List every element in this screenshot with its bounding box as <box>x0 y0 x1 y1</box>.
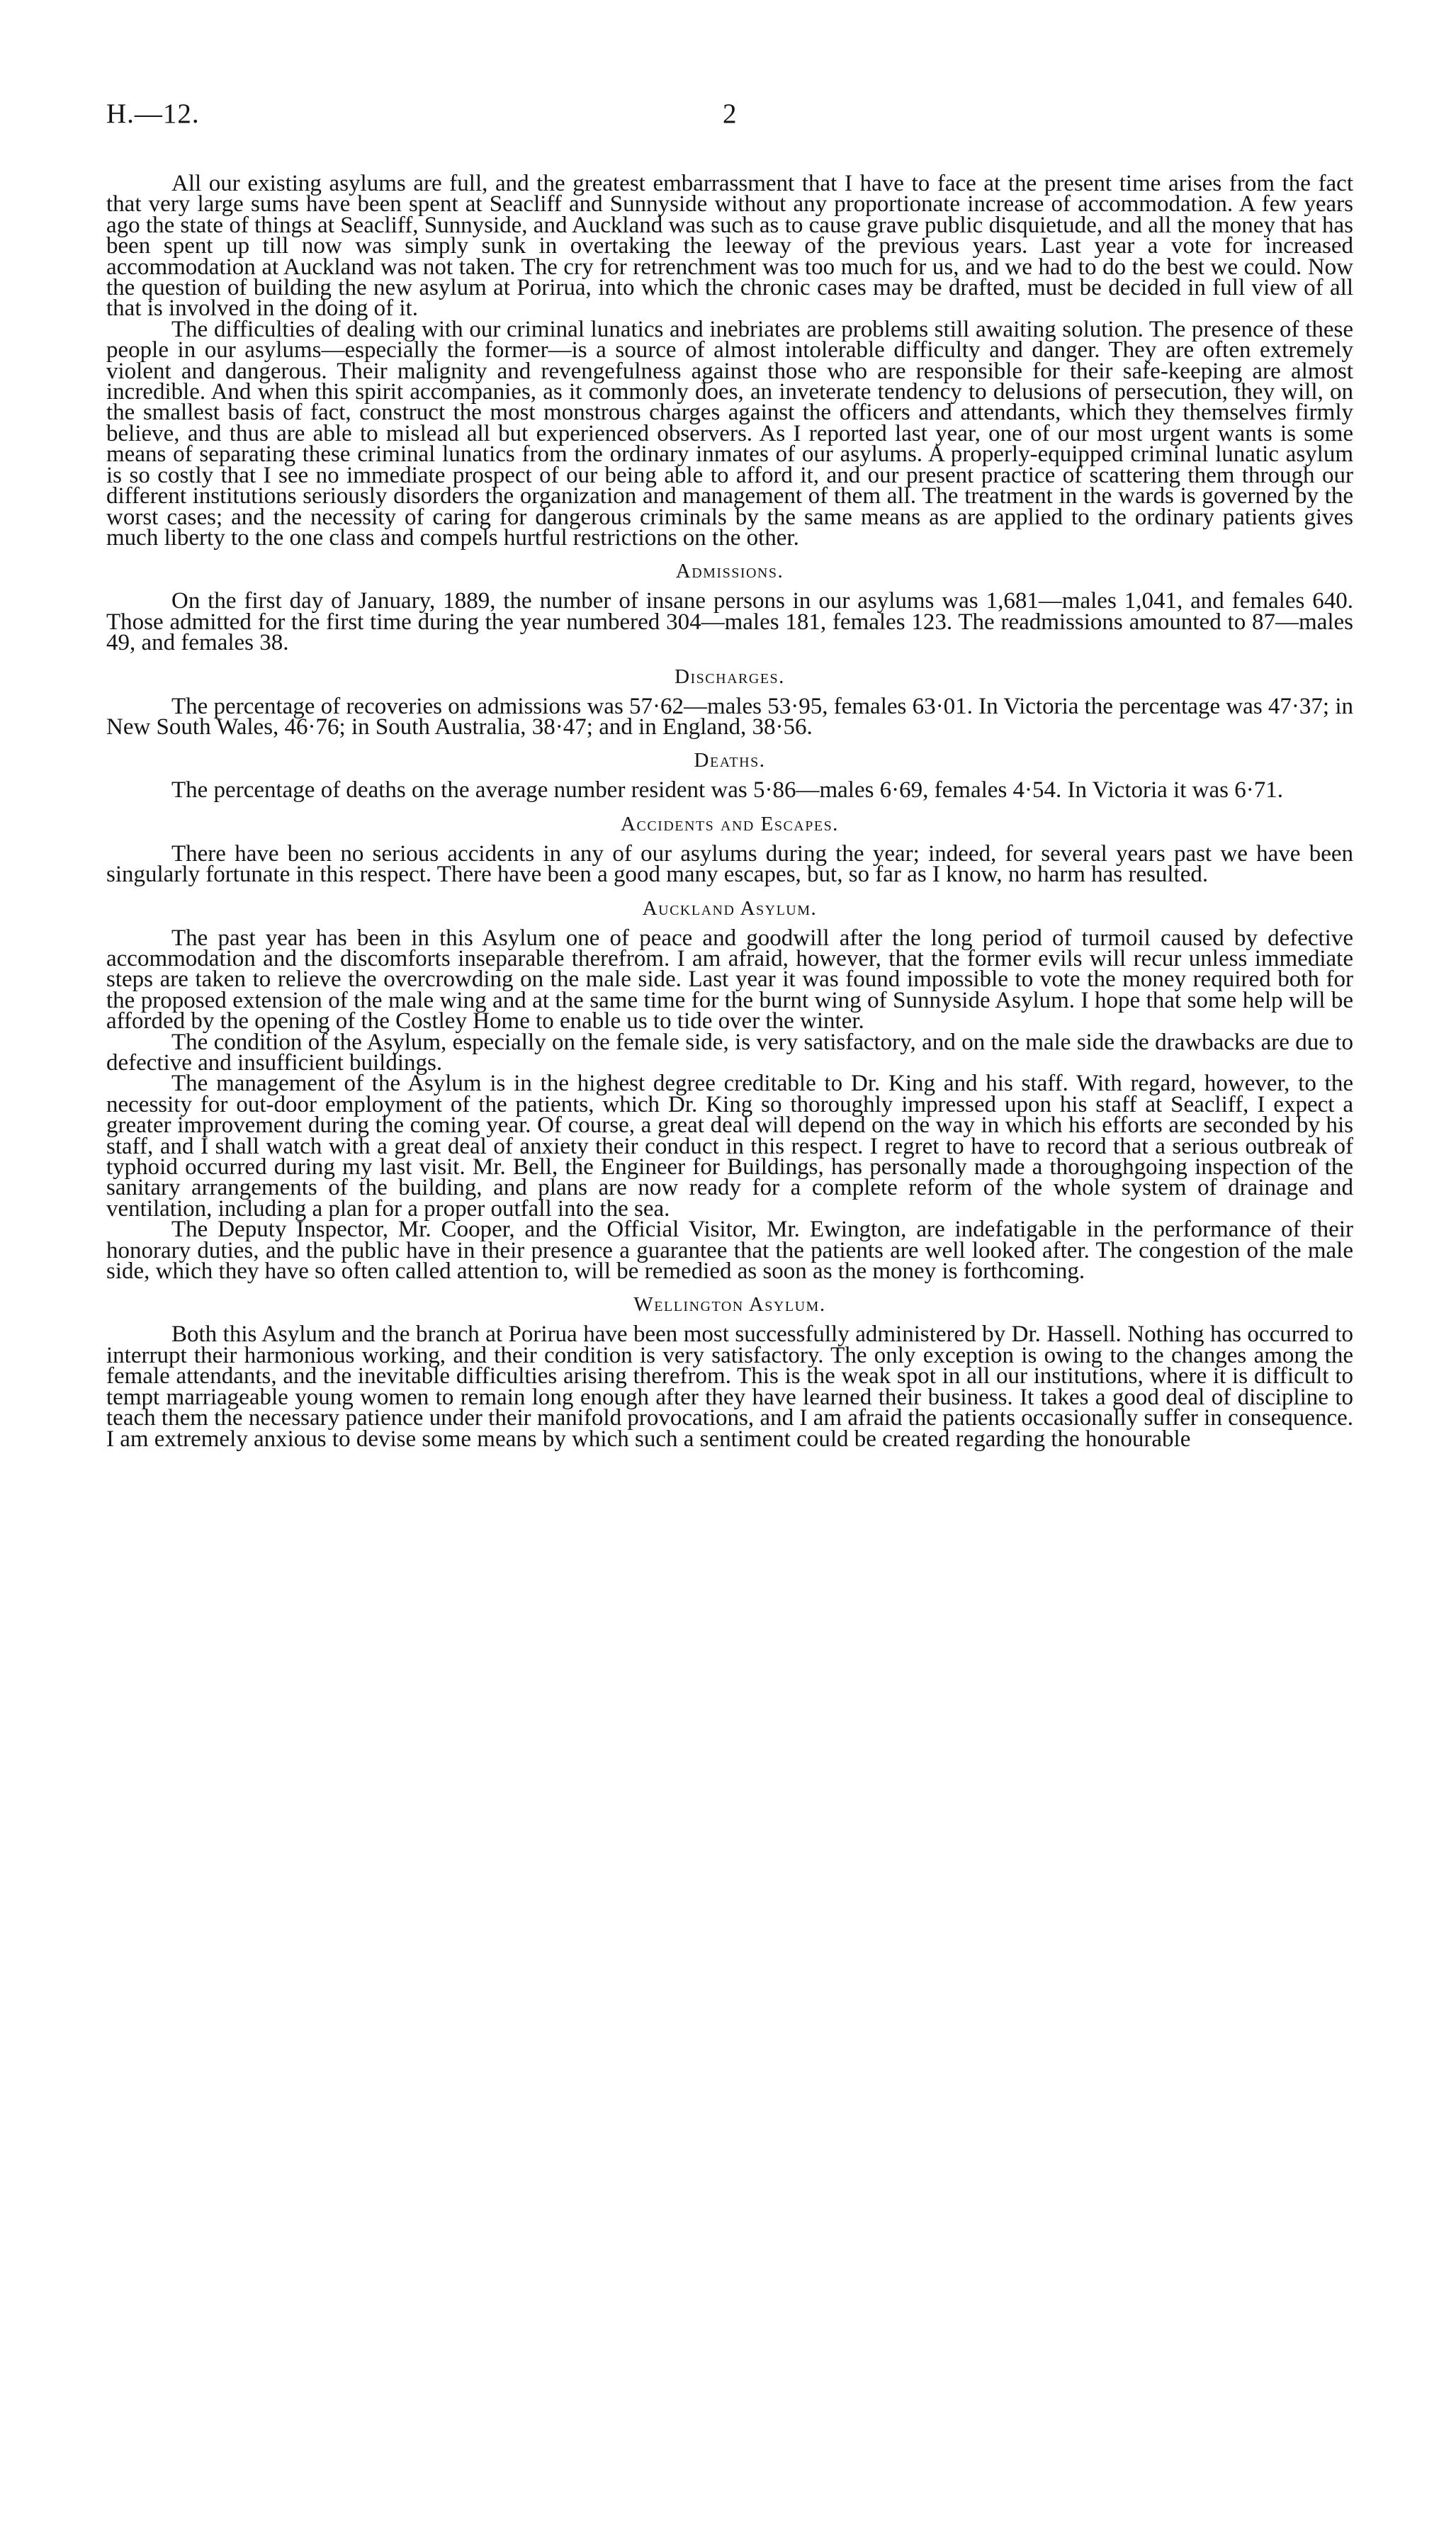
paragraph-admissions: On the first day of January, 1889, the number of insane persons in our asylums was 1,681—males 1,041, and females 640. Those admitted for the first time during the year numbered 304—males 181, females 123. The readmissions amounted to 87—males 49, and females 38. <box>106 588 1353 656</box>
paragraph-discharges: The percentage of recoveries on admissions was 57·62—males 53·95, females 63·01. In Victoria the percentage was 47·37; in New South Wales, 46·76; in South Australia, 38·47; and in England, 38·56. <box>106 693 1353 740</box>
heading-admissions: Admissions. <box>675 560 784 583</box>
page-number: 2 <box>723 98 737 129</box>
heading-deaths: Deaths. <box>694 749 766 772</box>
paragraph-auckland-management: The management of the Asylum is in the highest degree creditable to Dr. King and his staff. With regard, however, to the necessity for out-door employment of the patients, which Dr. King so thoroughly impressed upon his staff at Seacliff, I expect a greater improvement during the coming year. Of course, a great deal will depend on the way in which his efforts are seconded by his staff, and I shall watch with a great deal of anxiety their conduct in this respect. I regret to have to record that a serious outbreak of typhoid occurred during my last visit. Mr. Bell, the Engineer for Buildings, has personally made a thoroughgoing inspection of the sanitary arrangements of the building, and plans are now ready for a complete reform of the whole system of drainage and ventilation, including a plan for a proper outfall into the sea. <box>106 1071 1353 1222</box>
paragraph-existing-asylums: All our existing asylums are full, and the greatest embarrassment that I have to face at the present time arises from the fact that very large sums have been spent at Seacliff and Sunnyside without any proportionate increase of accommodation. A few years ago the state of things at Seacliff, Sunnyside, and Auckland was such as to cause grave public disquietude, and all the money that has been spent up till now was simply sunk in overtaking the leeway of the previous years. Last year a vote for increased accommodation at Auckland was not taken. The cry for retrenchment was too much for us, and we had to do the best we could. Now the question of building the new asylum at Porirua, into which the chronic cases may be drafted, must be decided in full view of all that is involved in the doing of it. <box>106 171 1353 322</box>
paragraph-deaths: The percentage of deaths on the average number resident was 5·86—males 6·69, females 4·54. In Victoria it was 6·71. <box>171 777 1283 804</box>
paragraph-criminal-lunatics: The difficulties of dealing with our criminal lunatics and inebriates are problems still awaiting solution. The presence of these people in our asylums—especially the former—is a source of almost intolerable difficulty and danger. They are often extremely violent and dangerous. Their malignity and revengefulness against those who are responsible for their safe-keeping are almost incredible. And when this spirit accompanies, as it commonly does, an inveterate tendency to delusions of persecution, they will, on the smallest basis of fact, construct the most monstrous charges against the officers and attendants, which they themselves firmly believe, and thus are able to mislead all but experienced observers. As I reported last year, one of our most urgent wants is some means of separating these criminal lunatics from the ordinary inmates of our asylums. A properly-equipped criminal lunatic asylum is so costly that I see no immediate prospect of our being able to afford it, and our present practice of scattering them through our different institutions seriously disorders the organization and management of them all. The treatment in the wards is governed by the worst cases; and the necessity of caring for dangerous criminals by the same means as are applied to the ordinary patients gives much liberty to the one class and compels hurtful restrictions on the other. <box>106 316 1353 551</box>
heading-discharges: Discharges. <box>675 665 785 688</box>
document-reference: H.—12. <box>106 98 200 129</box>
heading-accidents-and-escapes: Accidents and Escapes. <box>621 812 839 835</box>
report-body <box>106 171 1353 1452</box>
paragraph-auckland-peace: The past year has been in this Asylum one of peace and goodwill after the long period of turmoil caused by defective accommodation and the discomforts inseparable therefrom. I am afraid, however, that the former evils will recur unless immediate steps are taken to relieve the overcrowding on the male side. Last year it was found impossible to vote the money required both for the proposed extension of the male wing and at the same time for the burnt wing of Sunnyside Asylum. I hope that some help will be afforded by the opening of the Costley Home to enable us to tide over the winter. <box>106 925 1353 1035</box>
paragraph-auckland-visitors: The Deputy Inspector, Mr. Cooper, and the Official Visitor, Mr. Ewington, are indefatigable in the performance of their honorary duties, and the public have in their presence a guarantee that the patients are well looked after. The congestion of the male side, which they have so often called attention to, will be remedied as soon as the money is forthcoming. <box>106 1217 1353 1285</box>
heading-auckland-asylum: Auckland Asylum. <box>642 896 818 920</box>
running-head <box>106 98 1353 140</box>
paragraph-accidents-and-escapes: There have been no serious accidents in any of our asylums during the year; indeed, for several years past we have been singularly fortunate in this respect. There have been a good many escapes, but, so far as I know, no harm has resulted. <box>106 840 1353 888</box>
paragraph-auckland-condition: The condition of the Asylum, especially on the female side, is very satisfactory, and on the male side the drawbacks are due to defective and insufficient buildings. <box>106 1029 1353 1076</box>
heading-wellington-asylum: Wellington Asylum. <box>633 1293 826 1317</box>
paragraph-wellington: Both this Asylum and the branch at Porirua have been most successfully administered by Dr. Hassell. Nothing has occurred to interrupt their harmonious working, and their condition is very satisfactory. The only exception is owing to the changes among the female attendants, and the inevitable difficulties arising therefrom. This is the weak spot in all our institutions, where it is difficult to tempt marriageable young women to remain long enough after they have learned their business. It takes a good deal of discipline to teach them the necessary patience under their manifold provocations, and I am afraid the patients occasionally suffer in consequence. I am extremely anxious to devise some means by which such a sentiment could be created regarding the honourable <box>106 1321 1353 1452</box>
